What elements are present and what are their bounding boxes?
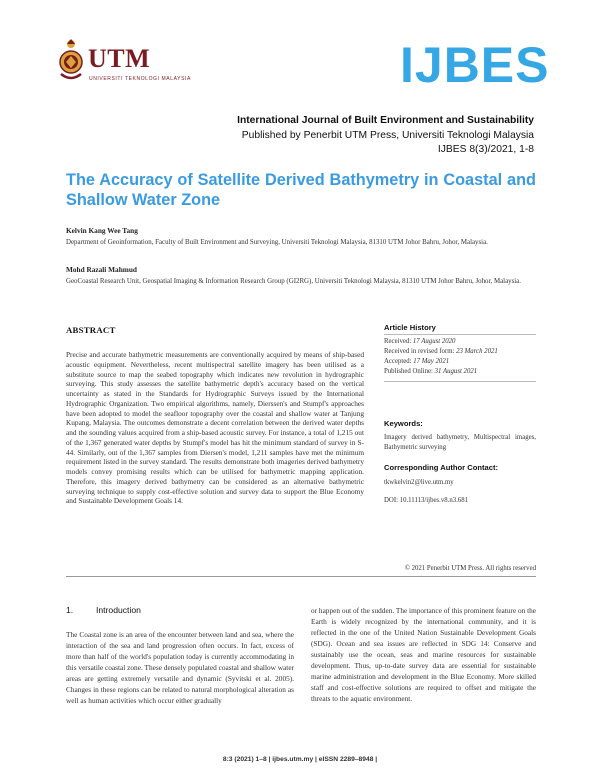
introduction-text-right: or happen out of the sudden. The importance of this prominent feature on the Earth is widely recognized by the international community, and it is reflected in the one of the United Nation Sustainable Development Goals (SDG). Ocean and sea issues are reflected in SDG 14: Conserve and sustainably use the ocean, seas and marine resources for sustainable development. Thus, up-to-date survey data are essential for sustainable marine administration and development in the Blue Economy. More skilled staff and cost-effective solutions are required to offset and mitigate the threats to the aquatic environment. [311, 606, 536, 703]
author-affiliation: Department of Geoinformation, Faculty of Built Environment and Surveying, Universiti Teknologi Malaysia, 81310 UTM Johor Bahru, Johor, Malaysia. [66, 239, 488, 246]
keywords-heading: Keywords: [384, 419, 423, 428]
history-date: 17 May 2021 [413, 358, 450, 365]
author-email[interactable]: tkwkelvin2@live.utm.my [384, 479, 454, 486]
history-label: Published Online: [384, 368, 435, 375]
abstract-text: Precise and accurate bathymetric measurements are conventionally acquired by means of ship-based acoustic equipment. Nevertheless, recent multispectral satellite imagery has been utilised as a substitute source to map the seabed topography which indicates new revolution in hydrographic surveying. This study assesses the satellite bathymetric depth's accuracy based on the vertical uncertainty as stated in the Standards for Hydrographic Surveys issued by the International Hydrographic Organization. Two empirical algorithms, namely, Dierssen's and Stumpf's approaches have been adopted to model the seafloor topography over the coastal and shallow water at Tanjung Kupang, Malaysia. The outcomes demonstrate a decent correlation between the derived water depths and the sounding values acquired from a ship-based acoustic survey. For instance, a total of 1,215 out of the 1,367 generated water depths by Stumpf's model has hit the minimum standard of survey in S-44. Similarly, out of the 1,367 samples from Diersen's model, 1,211 samples have met the minimum requirement listed in the survey standard. The results demonstrate both imageries derived bathymetry models convey promising results which can be utilised for bathymetric mapping application. Therefore, this imagery derived bathymetry can be considered as an alternative bathymetric surveying technique to supply cost-effective solution and survey data to support the Blue Economy and Sustainable Development Goals 14. [66, 350, 364, 506]
keywords-text: Imagery derived bathymetry, Multispectral images, Bathymetric surveying [384, 434, 536, 451]
history-label: Accepted: [384, 358, 414, 365]
sidebar-divider [384, 334, 536, 335]
section-title: Introduction [96, 605, 141, 615]
page-footer: 8:3 (2021) 1–8 | ijbes.utm.my | eISSN 2289–8948 | [222, 756, 378, 763]
article-title: The Accuracy of Satellite Derived Bathymetry in Coastal and Shallow Water Zone [66, 171, 536, 209]
history-label: Received: [384, 338, 413, 345]
corresponding-heading: Corresponding Author Contact: [384, 463, 499, 472]
copyright-notice: © 2021 Penerbit UTM Press. All rights reserved [404, 565, 536, 572]
history-date: 31 August 2021 [434, 368, 478, 375]
history-label: Received in revised form: [384, 348, 457, 355]
introduction-text-left: The Coastal zone is an area of the encounter between land and sea, where the interaction of the sea and land progression often occurs. In fact, excess of more than half of the world's population today is currently accommodating in this versatile coastal zone. These densely populated coastal and shallow water areas are getting extremely versatile and dynamic (Syvitski et al. 2005). Changes in these regions can be related to natural morphological alteration as well as human activities which occur either gradually [66, 630, 294, 705]
utm-logo-subtitle: UNIVERSITI TEKNOLOGI MALAYSIA [89, 76, 191, 82]
doi-line[interactable]: DOI: 10.11113/ijbes.v8.n3.681 [384, 497, 469, 504]
history-item [384, 348, 498, 355]
history-item [384, 358, 449, 365]
author-name: Kelvin Kang Wee Tang [66, 226, 138, 235]
article-history-heading: Article History [384, 323, 436, 332]
introduction-heading [66, 605, 141, 615]
issue-line: IJBES 8(3)/2021, 1-8 [437, 144, 534, 155]
section-divider [66, 576, 536, 577]
abstract-heading: ABSTRACT [66, 325, 116, 335]
author-name: Mohd Razali Mahmud [66, 265, 137, 274]
utm-crest-logo [56, 38, 86, 84]
sidebar-divider [384, 381, 536, 382]
journal-name: International Journal of Built Environment and Sustainability [237, 115, 534, 126]
section-number: 1. [66, 605, 74, 615]
history-date: 17 August 2020 [412, 338, 456, 345]
history-date: 23 March 2021 [456, 348, 498, 355]
utm-logo-text: UTM [88, 44, 151, 73]
author-affiliation: GeoCoastal Research Unit, Geospatial Imaging & Information Research Group (GI2RG), Universiti Teknologi Malaysia, 81310 UTM Johor Bahru, Johor, Malaysia. [66, 278, 521, 285]
history-item [384, 368, 477, 375]
history-item [384, 338, 455, 345]
journal-abbreviation: IJBES [400, 37, 550, 93]
publisher-line: Published by Penerbit UTM Press, Universiti Teknologi Malaysia [241, 130, 534, 141]
